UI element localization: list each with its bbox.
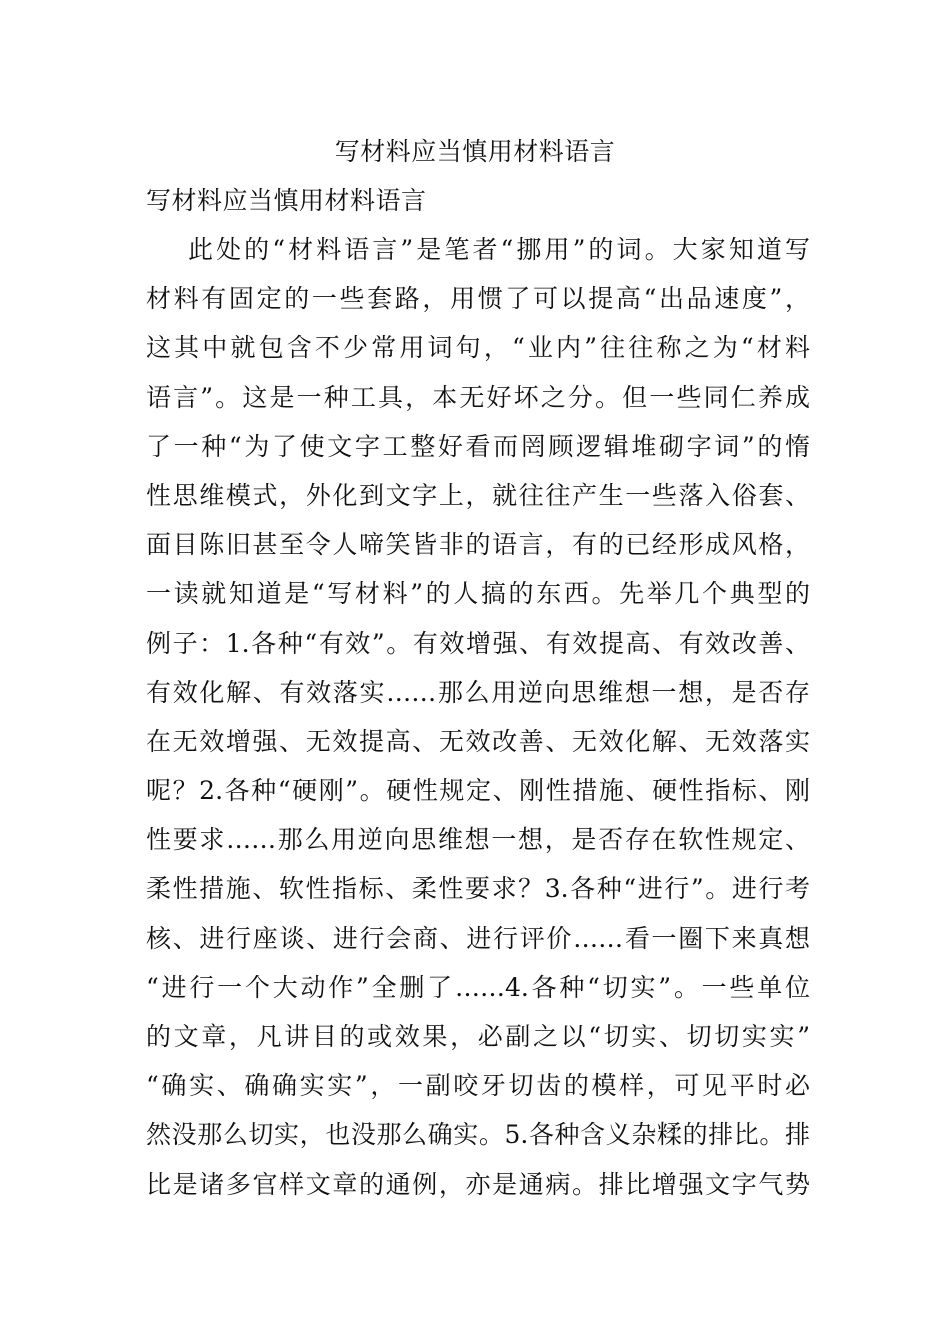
paragraph-line: 柔性措施、软性指标、柔性要求？3.各种“进行”。进行考 — [146, 874, 810, 904]
paragraph-line: 一读就知道是“写材料”的人搞的东西。先举几个典型的 — [146, 579, 810, 609]
paragraph-line: 比是诸多官样文章的通例，亦是通病。排比增强文字气势 — [146, 1169, 810, 1199]
paragraph-line: 核、进行座谈、进行会商、进行评价……看一圈下来真想 — [146, 923, 810, 953]
document-subtitle: 写材料应当慎用材料语言 — [146, 186, 427, 215]
paragraph-line: 语言”。这是一种工具，本无好坏之分。但一些同仁养成 — [146, 382, 810, 412]
paragraph-line: 此处的“材料语言”是笔者“挪用”的词。大家知道写 — [188, 235, 810, 264]
paragraph-line: 性要求……那么用逆向思维想一想，是否存在软性规定、 — [146, 825, 810, 855]
paragraph-line: “进行一个大动作”全删了……4.各种“切实”。一些单位 — [146, 972, 810, 1002]
paragraph-line: 有效化解、有效落实……那么用逆向思维想一想，是否存 — [146, 677, 810, 707]
paragraph-line: 了一种“为了使文字工整好看而罔顾逻辑堆砌字词”的惰 — [146, 431, 810, 461]
document-body — [146, 230, 810, 1214]
paragraph-line: 这其中就包含不少常用词句，“业内”往往称之为“材料 — [146, 333, 810, 363]
paragraph-line: 在无效增强、无效提高、无效改善、无效化解、无效落实 — [146, 726, 810, 756]
paragraph-line: 性思维模式，外化到文字上，就往往产生一些落入俗套、 — [146, 480, 810, 510]
paragraph-line: 面目陈旧甚至令人啼笑皆非的语言，有的已经形成风格， — [146, 530, 810, 560]
paragraph-line: “确实、确确实实”，一副咬牙切齿的模样，可见平时必 — [146, 1071, 810, 1101]
paragraph-line: 然没那么切实，也没那么确实。5.各种含义杂糅的排比。排 — [146, 1120, 810, 1150]
paragraph-line: 的文章，凡讲目的或效果，必副之以“切实、切切实实” — [146, 1022, 810, 1051]
paragraph-line: 材料有固定的一些套路，用惯了可以提高“出品速度”， — [146, 284, 810, 314]
paragraph-line: 呢？2.各种“硬刚”。硬性规定、刚性措施、硬性指标、刚 — [146, 776, 810, 806]
document-title: 写材料应当慎用材料语言 — [334, 137, 616, 166]
paragraph-line: 例子：1.各种“有效”。有效增强、有效提高、有效改善、 — [146, 628, 810, 658]
